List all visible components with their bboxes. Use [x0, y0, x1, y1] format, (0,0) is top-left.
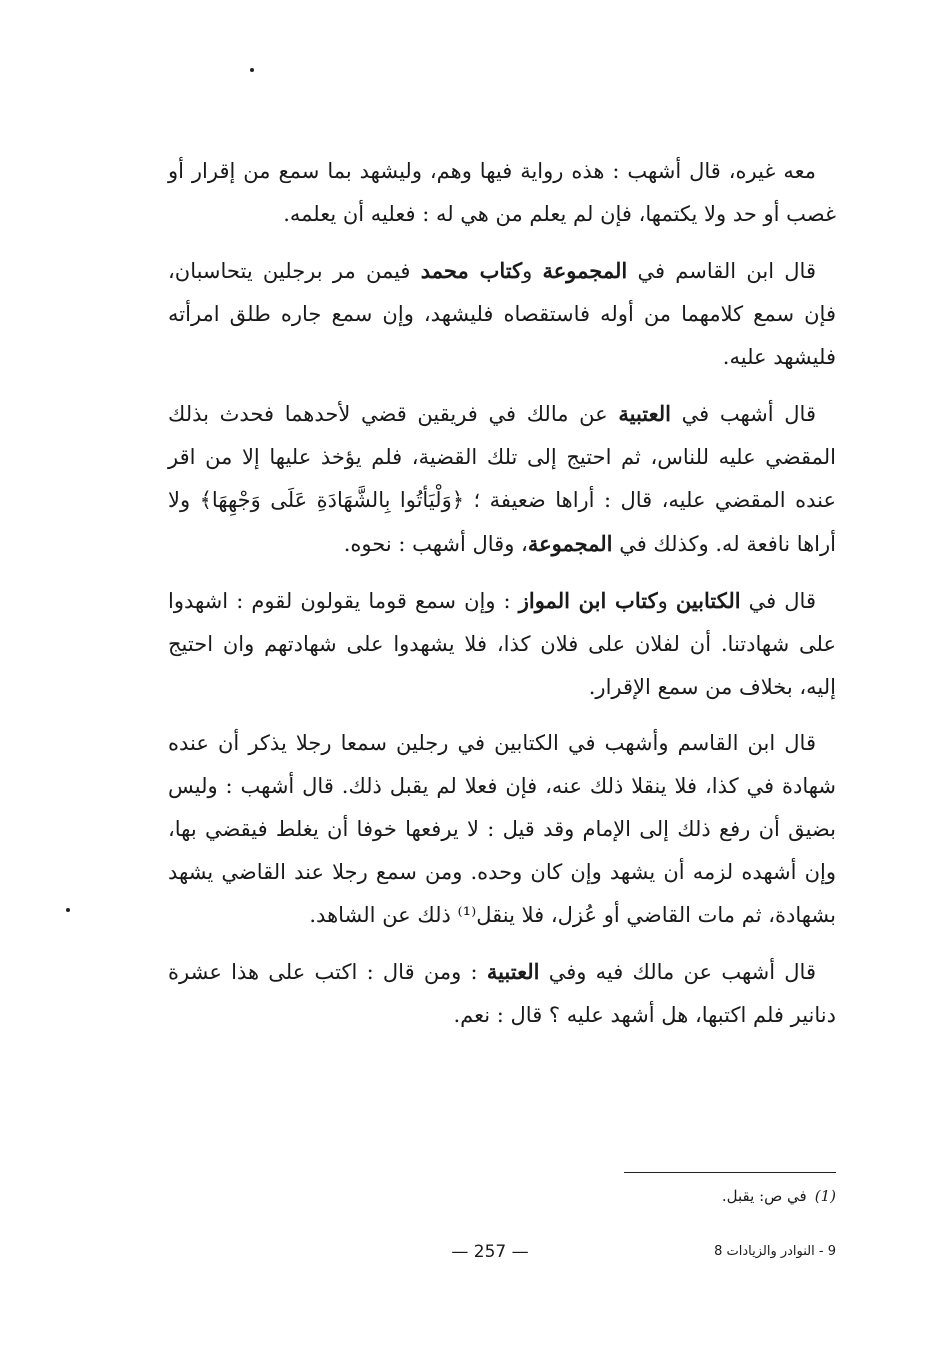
text-run: معه غيره، قال أشهب : هذه رواية فيها وهم، وليشهد بما سمع من إقرار أو غصب أو حد ولا يكتمها، فإن لم يعلم من هي له : فعليه أن يعلمه. [168, 159, 836, 226]
text-run: فيمن مر برجلين يتحاسبان، فإن سمع كلامهما من أوله فاستقصاه فليشهد، وإن سمع جاره طلق امرأته فليشهد عليه. [168, 259, 836, 369]
speck-mark [66, 908, 70, 912]
source-title: المجموعة [542, 258, 628, 283]
text-run: ، وقال أشهب : نحوه. [343, 532, 528, 556]
speck-mark [250, 68, 254, 72]
paragraph [168, 150, 836, 236]
text-run: عن مالك في فريقين قضي لأحدهما فحدث بذلك المقضي عليه للناس، ثم احتيج إلى تلك القضية، فلم يؤخذ عليها إلا من اقر عنده المقضي عليه، قال : أراها ضعيفة ؛ ﴿وَلْيَأتُوا بِالشَّهَادَةِ عَلَى وَجْهِهَا﴾ ولا أراها نافعة له. وكذلك في [168, 402, 836, 556]
footnote-number: (1) [814, 1187, 836, 1205]
text-run: : ومن قال : اكتب على هذا عشرة دنانير فلم اكتبها، هل أشهد عليه ؟ قال : نعم. [168, 960, 836, 1027]
text-run: قال أشهب في [670, 402, 816, 426]
text-run: قال أشهب عن مالك فيه وفي [539, 960, 816, 984]
paragraph [168, 722, 836, 937]
footnote-text: في ص: يقبل. [721, 1187, 807, 1205]
text-run: و [522, 259, 543, 283]
paragraph [168, 249, 836, 379]
main-text [168, 150, 836, 1050]
text-run: قال في [740, 589, 816, 613]
footnote-divider [624, 1172, 836, 1173]
page-number: — 257 — [451, 1242, 529, 1262]
source-title: المجموعة [527, 531, 613, 556]
text-run: قال ابن القاسم وأشهب في الكتابين في رجلين سمعا رجلا يذكر أن عنده شهادة في كذا، فلا ينقلا ذلك عنه، فإن فعلا لم يقبل ذلك. قال أشهب : وليس بضيق أن رفع ذلك إلى الإمام وقد قيل : لا يرفعها خوفا أن يغلط فيقضي بها، وإن أشهده لزمه أن يشهد وإن كان وحده. ومن سمع رجلا عند القاضي يشهد بشهادة، ثم مات القاضي أو عُزل، فلا ينقل⁽¹⁾ ذلك عن الشاهد. [168, 731, 836, 927]
text-run: قال ابن القاسم في [627, 259, 816, 283]
text-run: و [657, 589, 676, 613]
text-run: : وإن سمع قوما يقولون لقوم : اشهدوا على شهادتنا. أن لفلان على فلان كذا، فلا يشهدوا على شهادتهم وان احتيج إليه، بخلاف من سمع الإقرار. [168, 589, 836, 699]
paragraph [168, 579, 836, 709]
signature-mark: 9 - النوادر والزيادات 8 [714, 1244, 836, 1259]
source-title: كتاب ابن المواز [518, 588, 658, 613]
footnote [722, 1184, 836, 1208]
source-title: العتبية [618, 401, 671, 426]
source-title: كتاب محمد [420, 258, 523, 283]
source-title: العتبية [486, 959, 540, 984]
source-title: الكتابين [675, 588, 741, 613]
paragraph [168, 950, 836, 1037]
paragraph [168, 392, 836, 566]
